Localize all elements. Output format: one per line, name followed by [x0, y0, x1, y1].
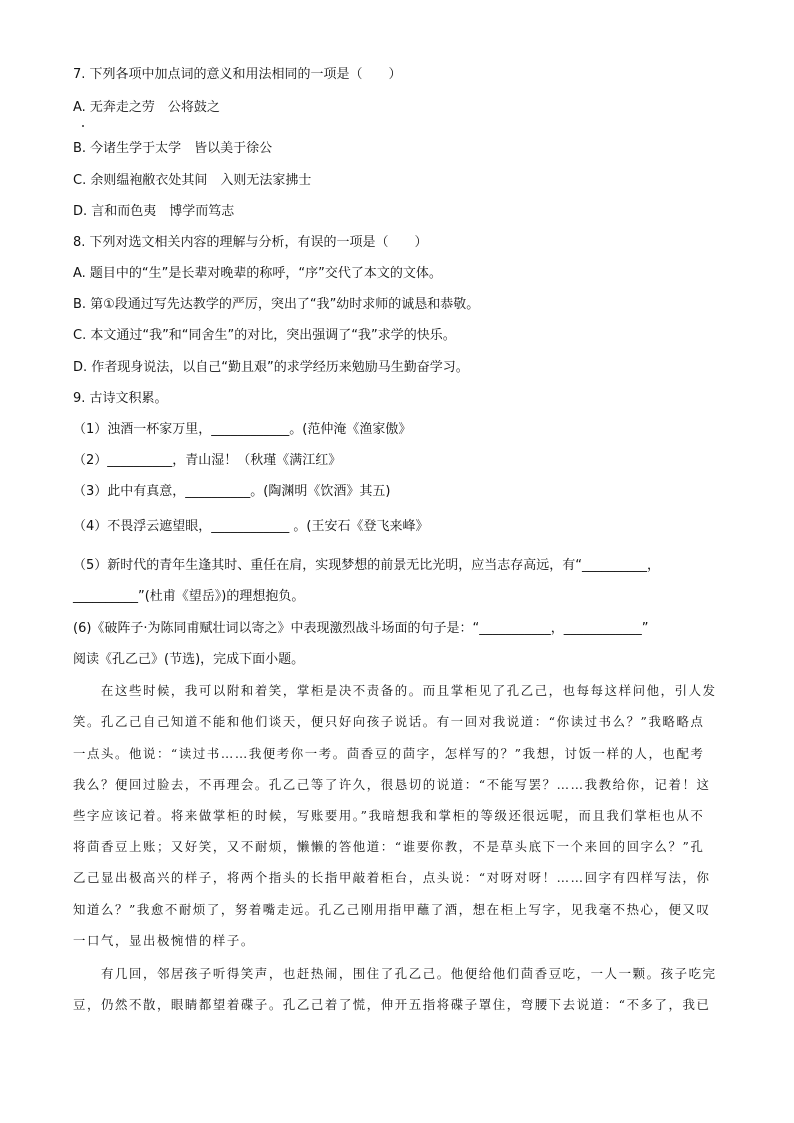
passage-line: 我么？便回过脸去，不再理会。孔乙己等了许久，很恳切的说道：“不能写罢？……我教给你，记着！这: [73, 777, 711, 792]
q8-option-a: A. 题目中的“生”是长辈对晚辈的称呼，“序”交代了本文的文体。: [73, 266, 442, 281]
q7-option-a: A. 无奔走之劳 公将鼓之: [73, 100, 220, 115]
q9-item-5: （5）新时代的青年生逢其时、重任在肩，实现梦想的前景无比光明，应当志存高远，有“__________，: [73, 558, 661, 573]
passage-line: 一口气，显出极惋惜的样子。: [73, 933, 255, 948]
passage-line: 知道么？”我愈不耐烦了，努着嘴走远。孔乙己刚用指甲蘸了酒，想在柜上写字，见我毫不热心，便又叹: [73, 902, 711, 917]
passage-line: 一点头。他说：“读过书……我便考你一考。茴香豆的茴字，怎样写的？”我想，讨饭一样的人，也配考: [73, 746, 705, 761]
passage-line: 在这些时候，我可以附和着笑，掌柜是决不责备的。而且掌柜见了孔乙己，也每每这样问他，引人发: [73, 683, 717, 698]
passage-line: 笑。孔乙己自己知道不能和他们谈天，便只好向孩子说话。有一回对我说道：“你读过书么？”我略略点: [73, 714, 705, 729]
passage-line: 将茴香豆上账；又好笑，又不耐烦，懒懒的答他道：“谁要你教，不是草头底下一个来回的回字么？”孔: [73, 839, 705, 854]
q9-item-4: （4）不畏浮云遮望眼，____________ 。(王安石《登飞来峰》: [73, 519, 429, 534]
q9-item-2: （2）__________，青山湿！（秋瑾《满江红》: [73, 453, 342, 468]
q8-option-d: D. 作者现身说法，以自己“勤且艰”的求学经历来勉励马生勤奋学习。: [73, 360, 469, 375]
reading-intro: 阅读《孔乙己》(节选)，完成下面小题。: [73, 652, 305, 667]
dot-mark: [82, 125, 84, 127]
passage-line: 有几回，邻居孩子听得笑声，也赶热闹，围住了孔乙己。他便给他们茴香豆吃，一人一颗。孩子吃完: [73, 966, 717, 981]
q9-item-3: （3）此中有真意，__________。(陶渊明《饮酒》其五): [73, 484, 391, 499]
q8-stem: 8. 下列对选文相关内容的理解与分析，有误的一项是（ ）: [73, 235, 428, 250]
passage-line: 乙己显出极高兴的样子，将两个指头的长指甲敲着柜台，点头说：“对呀对呀！……回字有四样写法，你: [73, 870, 711, 885]
passage-line: 些字应该记着。将来做掌柜的时候，写账要用。”我暗想我和掌柜的等级还很远呢，而且我们掌柜也从不: [73, 808, 705, 823]
q9-item-6: (6)《破阵子·为陈同甫赋壮词以寄之》中表现激烈战斗场面的句子是：“___________，____________”: [73, 621, 649, 636]
passage-line: 豆，仍然不散，眼睛都望着碟子。孔乙己着了慌，伸开五指将碟子罩住，弯腰下去说道：“不多了，我已: [73, 997, 711, 1012]
q9-stem: 9. 古诗文积累。: [73, 391, 168, 406]
q7-stem: 7. 下列各项中加点词的意义和用法相同的一项是（ ）: [73, 67, 402, 82]
q7-option-b: B. 今诸生学于太学 皆以美于徐公: [73, 141, 273, 156]
q7-option-d: D. 言和而色夷 博学而笃志: [73, 204, 235, 219]
q9-item-5-cont: __________”(杜甫《望岳》)的理想抱负。: [73, 589, 305, 604]
q8-option-c: C. 本文通过“我”和“同舍生”的对比，突出强调了“我”求学的快乐。: [73, 328, 456, 343]
q8-option-b: B. 第①段通过写先达教学的严厉，突出了“我”幼时求师的诚恳和恭敬。: [73, 297, 480, 312]
q9-item-1: （1）浊酒一杯家万里，____________。(范仲淹《渔家傲》: [73, 422, 412, 437]
q7-option-c: C. 余则缊袍敝衣处其间 入则无法家拂士: [73, 173, 312, 188]
